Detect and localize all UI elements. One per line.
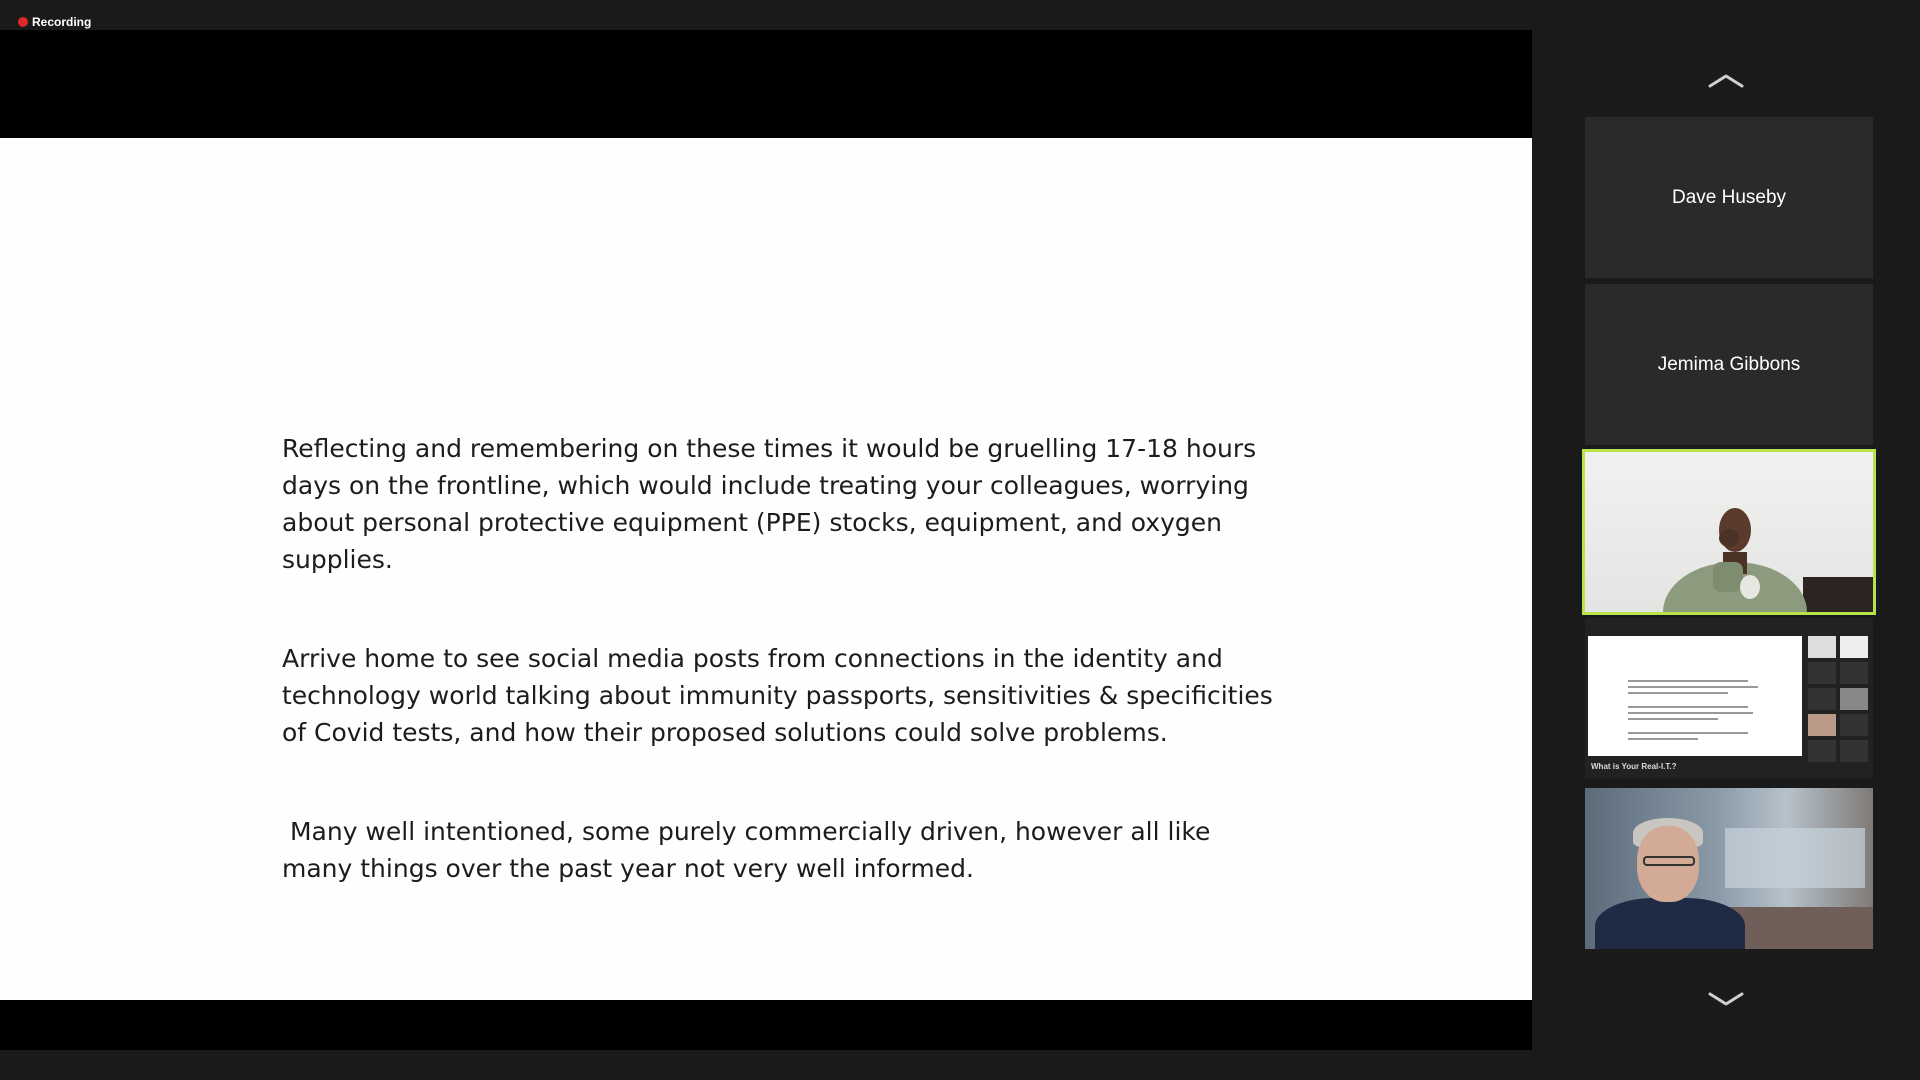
mini-gallery xyxy=(1808,636,1870,776)
slide-paragraph: Many well intentioned, some purely commercially driven, however all like many things over the past year not very well informed. xyxy=(282,817,1219,883)
mini-participant-cell xyxy=(1808,740,1836,762)
slide-paragraph: Arrive home to see social media posts from connections in the identity and technology world talking about immunity passports, sensitivities & specificities of Covid tests, and how their proposed solutions could solve problems. xyxy=(282,644,1281,747)
recording-indicator[interactable] xyxy=(18,15,91,29)
mini-share-caption: What is Your Real-I.T.? xyxy=(1591,762,1677,771)
participant-gallery xyxy=(1532,0,1920,1080)
participant-video-person xyxy=(1585,452,1876,615)
mini-text-line xyxy=(1628,692,1728,694)
mini-participant-cell xyxy=(1840,688,1868,710)
video-person-body xyxy=(1595,898,1745,949)
participant-name: Jemima Gibbons xyxy=(1657,353,1801,375)
shared-slide xyxy=(0,138,1532,1000)
mini-slide xyxy=(1588,636,1802,756)
recording-dot-icon xyxy=(18,17,28,27)
gallery-scroll-up-button[interactable] xyxy=(1702,66,1750,94)
mini-participant-cell xyxy=(1840,740,1868,762)
mini-participant-cell xyxy=(1808,688,1836,710)
mini-text-line xyxy=(1628,738,1698,740)
active-speaker-video-tile[interactable] xyxy=(1582,449,1876,615)
mini-text-line xyxy=(1628,712,1753,714)
mini-text-line xyxy=(1628,680,1748,682)
participant-tile[interactable] xyxy=(1585,284,1873,445)
slide-text-block xyxy=(282,430,1282,949)
mini-participant-cell xyxy=(1808,714,1836,736)
mini-text-line xyxy=(1628,706,1748,708)
mini-text-line xyxy=(1628,686,1758,688)
screen-share-area xyxy=(0,30,1532,1050)
participant-tile[interactable] xyxy=(1585,117,1873,278)
slide-paragraph: Reflecting and remembering on these times it would be gruelling 17-18 hours days on the frontline, which would include treating your colleagues, worrying about personal protective equipment (PPE) stocks, equipment, and oxygen supplies. xyxy=(282,434,1265,574)
mini-participant-cell xyxy=(1840,662,1868,684)
mini-participant-cell xyxy=(1840,714,1868,736)
chevron-down-icon xyxy=(1706,990,1746,1010)
screen-share-thumbnail-tile[interactable] xyxy=(1585,618,1873,779)
chevron-up-icon xyxy=(1706,70,1746,90)
mini-participant-cell xyxy=(1840,636,1868,658)
recording-label: Recording xyxy=(32,15,92,29)
mini-participant-cell xyxy=(1808,662,1836,684)
participant-name: Dave Huseby xyxy=(1671,186,1787,208)
video-person-glasses xyxy=(1643,856,1695,866)
participant-video-tile[interactable] xyxy=(1585,788,1873,949)
gallery-scroll-down-button[interactable] xyxy=(1702,986,1750,1014)
mini-participant-cell xyxy=(1808,636,1836,658)
mini-text-line xyxy=(1628,718,1718,720)
video-window xyxy=(1725,828,1865,888)
mini-text-line xyxy=(1628,732,1748,734)
